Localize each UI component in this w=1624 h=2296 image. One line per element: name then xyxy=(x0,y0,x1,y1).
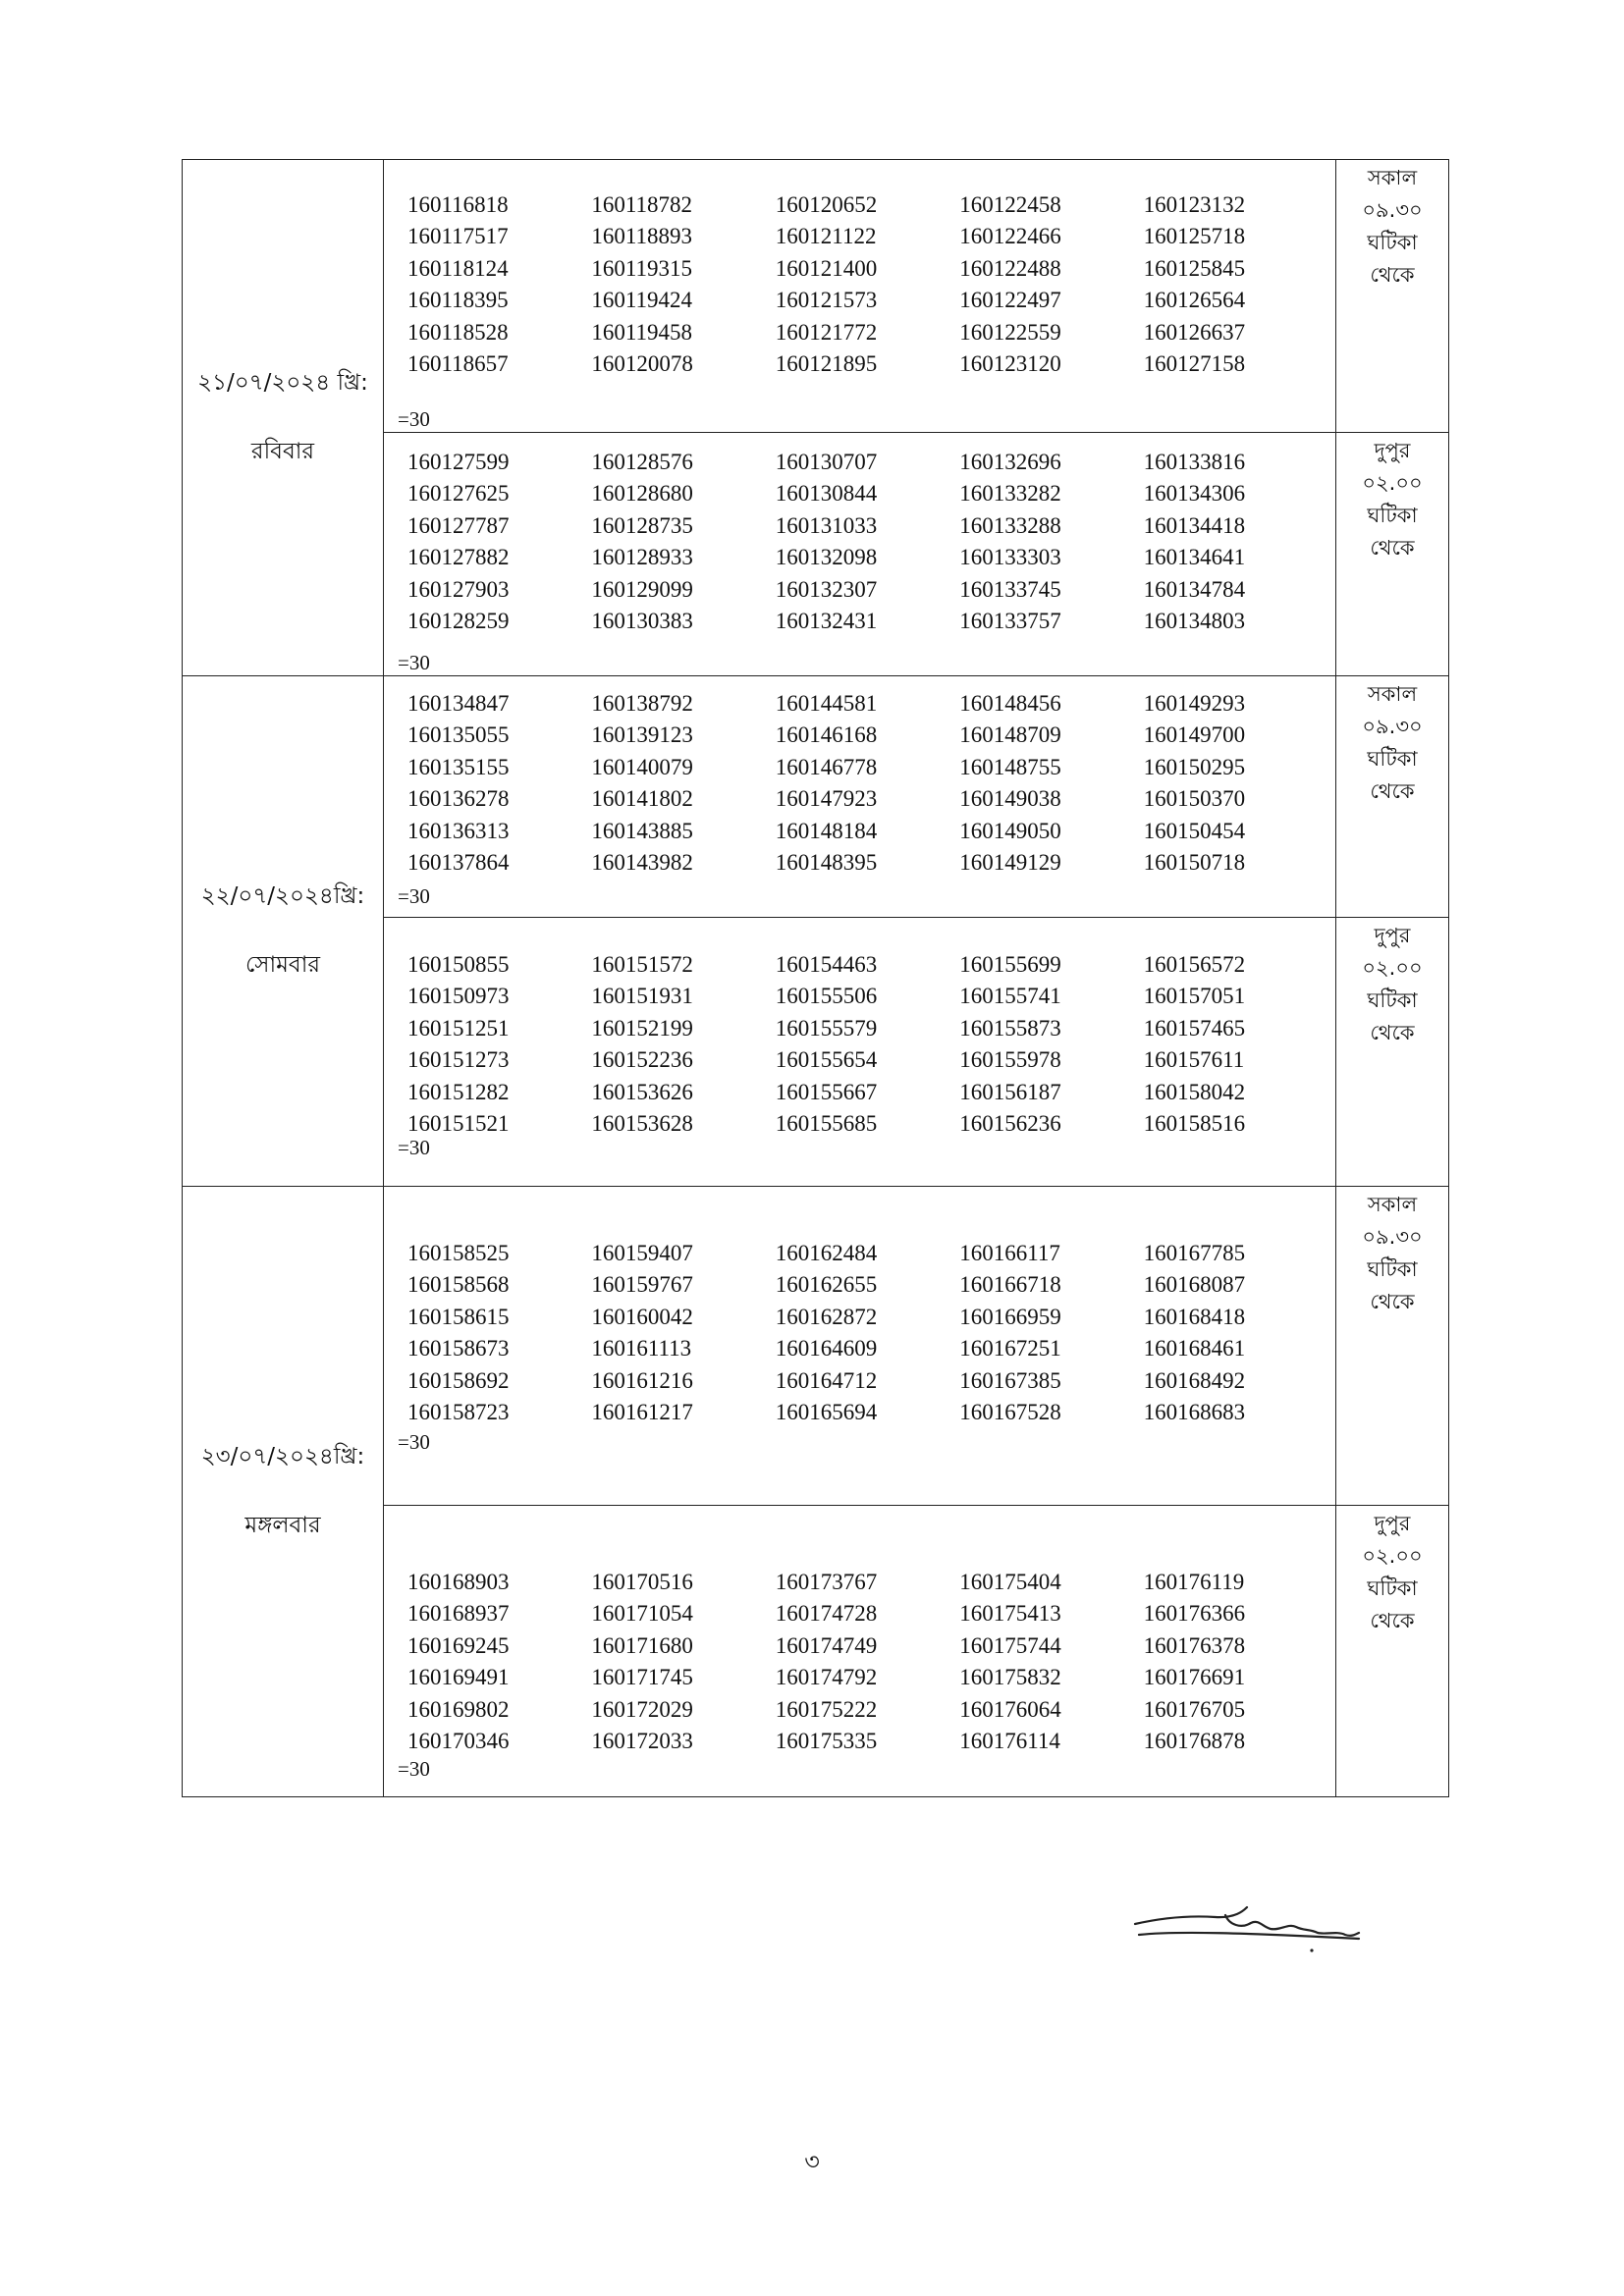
roll-number: 160152199 xyxy=(591,1015,693,1041)
session-time-line: থেকে xyxy=(1370,536,1415,560)
roll-number: 160118395 xyxy=(407,288,509,313)
roll-number: 160138792 xyxy=(591,691,693,716)
roll-number: 160148456 xyxy=(959,691,1061,716)
roll-number: 160135055 xyxy=(407,722,510,748)
roll-number: 160133816 xyxy=(1143,450,1246,474)
date-cell xyxy=(183,160,384,676)
roll-number: 160168492 xyxy=(1143,1367,1246,1393)
roll-numbers-cell xyxy=(384,433,1336,676)
roll-number: 160134847 xyxy=(407,691,510,716)
roll-number: 160161217 xyxy=(591,1400,693,1425)
roll-number: 160169802 xyxy=(407,1696,510,1722)
roll-number: 160131033 xyxy=(775,512,878,538)
session-time-cell xyxy=(1336,1506,1449,1797)
roll-number-grid xyxy=(407,189,1327,380)
roll-number-grid xyxy=(407,447,1327,637)
roll-number: 160161113 xyxy=(591,1336,692,1362)
candidate-count: =30 xyxy=(398,1136,430,1159)
roll-numbers-cell xyxy=(384,1187,1336,1506)
roll-number: 160149038 xyxy=(959,786,1061,812)
session-time-line: থেকে xyxy=(1370,1290,1415,1313)
page-number: ৩ xyxy=(804,2148,820,2175)
session-time-line: ০২.০০ xyxy=(1362,471,1423,495)
roll-number: 160174728 xyxy=(775,1601,878,1627)
roll-number: 160134641 xyxy=(1143,545,1246,570)
roll-number: 160151282 xyxy=(407,1079,510,1104)
exam-date: ২১/০৭/২০২৪ খ্রি: xyxy=(197,369,368,396)
roll-number: 160136278 xyxy=(407,786,510,812)
session-time-line: থেকে xyxy=(1370,1021,1415,1044)
roll-number: 160175832 xyxy=(959,1665,1061,1690)
roll-number: 160168683 xyxy=(1143,1400,1246,1425)
roll-number: 160151521 xyxy=(407,1111,510,1137)
roll-number: 160174792 xyxy=(775,1665,878,1690)
roll-number: 160123132 xyxy=(1143,192,1246,217)
roll-number: 160128259 xyxy=(407,609,510,634)
roll-number: 160122497 xyxy=(959,288,1061,313)
session-time-line: দুপুর xyxy=(1374,1512,1411,1535)
roll-number: 160171054 xyxy=(591,1601,693,1627)
exam-date: ২৩/০৭/২০২৪খ্রি: xyxy=(200,1443,365,1469)
candidate-count: =30 xyxy=(398,884,430,908)
roll-numbers-cell xyxy=(384,918,1336,1187)
roll-number: 160149293 xyxy=(1143,691,1246,716)
roll-number: 160175222 xyxy=(775,1696,878,1722)
roll-number: 160136313 xyxy=(407,818,510,843)
roll-number: 160176119 xyxy=(1143,1570,1245,1594)
exam-day: সোমবার xyxy=(244,951,321,978)
roll-number: 160165694 xyxy=(775,1400,878,1425)
roll-number: 160158615 xyxy=(407,1304,510,1329)
roll-number: 160152236 xyxy=(591,1047,693,1073)
roll-number: 160148709 xyxy=(959,722,1061,748)
roll-number: 160155506 xyxy=(775,984,878,1009)
roll-number: 160143982 xyxy=(591,850,693,876)
roll-number: 160119458 xyxy=(591,319,693,345)
session-row xyxy=(183,1187,1449,1506)
roll-number: 160125845 xyxy=(1143,255,1246,281)
roll-number: 160149129 xyxy=(959,850,1061,876)
session-time-line: দুপুর xyxy=(1374,924,1411,947)
roll-number: 160176366 xyxy=(1143,1601,1246,1627)
roll-number: 160155579 xyxy=(775,1015,878,1041)
date-cell xyxy=(183,1187,384,1797)
roll-number: 160159407 xyxy=(591,1241,693,1265)
roll-number: 160155667 xyxy=(775,1079,878,1104)
roll-number: 160158516 xyxy=(1143,1111,1246,1137)
roll-number: 160150454 xyxy=(1143,818,1246,843)
roll-number: 160119315 xyxy=(591,255,693,281)
session-time-line: সকাল xyxy=(1367,1193,1418,1216)
roll-number: 160120652 xyxy=(775,192,878,217)
roll-number: 160144581 xyxy=(775,691,878,716)
roll-number: 160171680 xyxy=(591,1632,693,1658)
roll-number: 160153628 xyxy=(591,1111,693,1137)
session-time-line: ঘটিকা xyxy=(1367,1576,1418,1600)
roll-number: 160126564 xyxy=(1143,288,1246,313)
roll-number: 160166117 xyxy=(959,1241,1060,1265)
session-time-line: ঘটিকা xyxy=(1367,231,1418,254)
session-time-cell xyxy=(1336,676,1449,918)
roll-number: 160155654 xyxy=(775,1047,878,1073)
roll-number: 160154463 xyxy=(775,952,878,977)
session-time-cell xyxy=(1336,918,1449,1187)
session-time-line: ০৯.৩০ xyxy=(1362,198,1423,222)
roll-number: 160168087 xyxy=(1143,1272,1246,1298)
roll-number: 160132098 xyxy=(775,545,878,570)
roll-number: 160170346 xyxy=(407,1729,510,1754)
roll-number: 160169245 xyxy=(407,1632,510,1658)
roll-numbers-cell xyxy=(384,1506,1336,1797)
roll-number: 160121772 xyxy=(775,319,878,345)
roll-number: 160121573 xyxy=(775,288,878,313)
roll-number: 160127903 xyxy=(407,576,510,602)
roll-number: 160176691 xyxy=(1143,1665,1246,1690)
session-time-line: ০২.০০ xyxy=(1362,956,1423,980)
roll-number: 160121895 xyxy=(775,351,878,377)
roll-number: 160159767 xyxy=(591,1272,693,1298)
roll-number: 160156236 xyxy=(959,1111,1061,1137)
roll-number: 160174749 xyxy=(775,1632,878,1658)
roll-number: 160127787 xyxy=(407,512,510,538)
roll-number: 160117517 xyxy=(407,224,509,249)
roll-number: 160133288 xyxy=(959,512,1061,538)
session-time-line: ০৯.৩০ xyxy=(1362,1225,1423,1249)
roll-number: 160167785 xyxy=(1143,1241,1246,1265)
roll-number-grid xyxy=(407,688,1327,879)
roll-number: 160127882 xyxy=(407,545,510,570)
roll-number: 160162872 xyxy=(775,1304,878,1329)
roll-number: 160139123 xyxy=(591,722,693,748)
roll-numbers-cell xyxy=(384,160,1336,433)
roll-number-grid xyxy=(407,1238,1327,1428)
roll-number: 160168418 xyxy=(1143,1304,1246,1329)
roll-number: 160132307 xyxy=(775,576,878,602)
roll-number: 160158692 xyxy=(407,1367,510,1393)
roll-number: 160149700 xyxy=(1143,722,1246,748)
roll-number: 160120078 xyxy=(591,351,693,377)
roll-number: 160127158 xyxy=(1143,351,1246,377)
roll-number: 160162655 xyxy=(775,1272,878,1298)
roll-number: 160130844 xyxy=(775,481,878,507)
roll-number: 160167385 xyxy=(959,1367,1061,1393)
roll-number: 160168461 xyxy=(1143,1336,1246,1362)
roll-number: 160118893 xyxy=(591,224,693,249)
roll-number: 160161216 xyxy=(591,1367,693,1393)
roll-number: 160164712 xyxy=(775,1367,878,1393)
roll-number: 160130383 xyxy=(591,609,693,634)
roll-number: 160153626 xyxy=(591,1079,693,1104)
roll-number: 160134784 xyxy=(1143,576,1246,602)
exam-schedule-table xyxy=(182,159,1449,1797)
roll-number: 160167251 xyxy=(959,1336,1061,1362)
roll-number: 160167528 xyxy=(959,1400,1061,1425)
roll-number: 160123120 xyxy=(959,351,1061,377)
roll-number: 160122458 xyxy=(959,192,1061,217)
candidate-count: =30 xyxy=(398,1757,430,1781)
roll-number: 160135155 xyxy=(407,754,510,779)
roll-number: 160118782 xyxy=(591,192,693,217)
roll-number: 160157051 xyxy=(1143,984,1246,1009)
candidate-count: =30 xyxy=(398,1430,430,1454)
roll-number: 160118528 xyxy=(407,319,509,345)
roll-number: 160172029 xyxy=(591,1696,693,1722)
roll-number: 160158568 xyxy=(407,1272,510,1298)
roll-number: 160170516 xyxy=(591,1570,693,1594)
signature xyxy=(1127,1890,1373,1958)
roll-number: 160176878 xyxy=(1143,1729,1246,1754)
session-time-line: সকাল xyxy=(1367,166,1418,189)
roll-number: 160118124 xyxy=(407,255,509,281)
roll-number: 160132431 xyxy=(775,609,878,634)
roll-number: 160155741 xyxy=(959,984,1061,1009)
roll-number: 160148395 xyxy=(775,850,878,876)
session-row xyxy=(183,160,1449,433)
roll-number: 160118657 xyxy=(407,351,509,377)
roll-number: 160121400 xyxy=(775,255,878,281)
session-time-line: থেকে xyxy=(1370,263,1415,287)
exam-day: মঙ্গলবার xyxy=(244,1512,321,1538)
roll-number: 160133282 xyxy=(959,481,1061,507)
session-time-line: ঘটিকা xyxy=(1367,1257,1418,1281)
roll-number: 160164609 xyxy=(775,1336,878,1362)
roll-number: 160134418 xyxy=(1143,512,1246,538)
roll-number: 160125718 xyxy=(1143,224,1246,249)
roll-number: 160146778 xyxy=(775,754,878,779)
roll-number: 160147923 xyxy=(775,786,878,812)
roll-number: 160169491 xyxy=(407,1665,510,1690)
session-time-line: ০৯.৩০ xyxy=(1362,715,1423,738)
roll-number: 160134803 xyxy=(1143,609,1246,634)
roll-number: 160155685 xyxy=(775,1111,878,1137)
roll-number: 160158525 xyxy=(407,1241,510,1265)
roll-number: 160130707 xyxy=(775,450,878,474)
exam-date: ২২/০৭/২০২৪খ্রি: xyxy=(200,882,365,909)
roll-number: 160176114 xyxy=(959,1729,1060,1754)
roll-number: 160158042 xyxy=(1143,1079,1246,1104)
roll-number: 160133303 xyxy=(959,545,1061,570)
roll-number: 160176378 xyxy=(1143,1632,1246,1658)
roll-number: 160127599 xyxy=(407,450,510,474)
roll-numbers-cell xyxy=(384,676,1336,918)
roll-number: 160148755 xyxy=(959,754,1061,779)
session-time-line: ঘটিকা xyxy=(1367,988,1418,1012)
roll-number: 160143885 xyxy=(591,818,693,843)
roll-number: 160162484 xyxy=(775,1241,878,1265)
roll-number: 160122466 xyxy=(959,224,1061,249)
roll-number: 160150370 xyxy=(1143,786,1246,812)
roll-number: 160127625 xyxy=(407,481,510,507)
roll-number: 160166718 xyxy=(959,1272,1061,1298)
roll-number: 160168903 xyxy=(407,1570,510,1594)
roll-number: 160157611 xyxy=(1143,1047,1245,1073)
roll-number: 160155873 xyxy=(959,1015,1061,1041)
roll-number: 160172033 xyxy=(591,1729,693,1754)
roll-number: 160151251 xyxy=(407,1015,510,1041)
roll-number: 160176705 xyxy=(1143,1696,1246,1722)
candidate-count: =30 xyxy=(398,651,430,674)
roll-number: 160175744 xyxy=(959,1632,1061,1658)
roll-number: 160140079 xyxy=(591,754,693,779)
session-time-cell xyxy=(1336,160,1449,433)
roll-number: 160151572 xyxy=(591,952,693,977)
roll-number: 160128933 xyxy=(591,545,693,570)
roll-number: 160146168 xyxy=(775,722,878,748)
session-time-line: ঘটিকা xyxy=(1367,747,1418,771)
roll-number: 160175404 xyxy=(959,1570,1061,1594)
roll-number: 160137864 xyxy=(407,850,510,876)
roll-number: 160171745 xyxy=(591,1665,693,1690)
roll-number: 160155699 xyxy=(959,952,1061,977)
roll-number-grid xyxy=(407,949,1327,1140)
roll-number: 160168937 xyxy=(407,1601,510,1627)
roll-number: 160132696 xyxy=(959,450,1061,474)
roll-number: 160128680 xyxy=(591,481,693,507)
roll-number: 160157465 xyxy=(1143,1015,1246,1041)
roll-number: 160128735 xyxy=(591,512,693,538)
roll-number: 160141802 xyxy=(591,786,693,812)
roll-number: 160151931 xyxy=(591,984,693,1009)
roll-number: 160122559 xyxy=(959,319,1061,345)
roll-number: 160148184 xyxy=(775,818,878,843)
roll-number: 160133745 xyxy=(959,576,1061,602)
roll-number: 160166959 xyxy=(959,1304,1061,1329)
roll-number: 160119424 xyxy=(591,288,693,313)
date-cell xyxy=(183,676,384,1187)
roll-number: 160175335 xyxy=(775,1729,878,1754)
roll-number: 160150295 xyxy=(1143,754,1246,779)
roll-number: 160133757 xyxy=(959,609,1061,634)
roll-number: 160176064 xyxy=(959,1696,1061,1722)
roll-number: 160173767 xyxy=(775,1570,878,1594)
roll-number: 160156187 xyxy=(959,1079,1061,1104)
session-time-cell xyxy=(1336,433,1449,676)
roll-number: 160149050 xyxy=(959,818,1061,843)
roll-number: 160175413 xyxy=(959,1601,1061,1627)
session-time-line: ০২.০০ xyxy=(1362,1544,1423,1568)
roll-number: 160150718 xyxy=(1143,850,1246,876)
roll-number: 160116818 xyxy=(407,192,509,217)
roll-number: 160126637 xyxy=(1143,319,1246,345)
roll-number: 160128576 xyxy=(591,450,693,474)
roll-number: 160122488 xyxy=(959,255,1061,281)
roll-number: 160150855 xyxy=(407,952,510,977)
roll-number: 160129099 xyxy=(591,576,693,602)
session-time-line: ঘটিকা xyxy=(1367,504,1418,527)
session-time-line: থেকে xyxy=(1370,779,1415,803)
roll-number-grid xyxy=(407,1567,1327,1757)
session-row xyxy=(183,676,1449,918)
roll-number: 160160042 xyxy=(591,1304,693,1329)
session-time-cell xyxy=(1336,1187,1449,1506)
roll-number: 160158673 xyxy=(407,1336,510,1362)
exam-day: রবিবার xyxy=(250,438,315,464)
candidate-count: =30 xyxy=(398,407,430,431)
roll-number: 160155978 xyxy=(959,1047,1061,1073)
roll-number: 160134306 xyxy=(1143,481,1246,507)
roll-number: 160121122 xyxy=(775,224,877,249)
roll-number: 160158723 xyxy=(407,1400,510,1425)
roll-number: 160151273 xyxy=(407,1047,510,1073)
session-time-line: থেকে xyxy=(1370,1609,1415,1632)
roll-number: 160150973 xyxy=(407,984,510,1009)
session-time-line: দুপুর xyxy=(1374,439,1411,462)
session-time-line: সকাল xyxy=(1367,682,1418,706)
roll-number: 160156572 xyxy=(1143,952,1246,977)
